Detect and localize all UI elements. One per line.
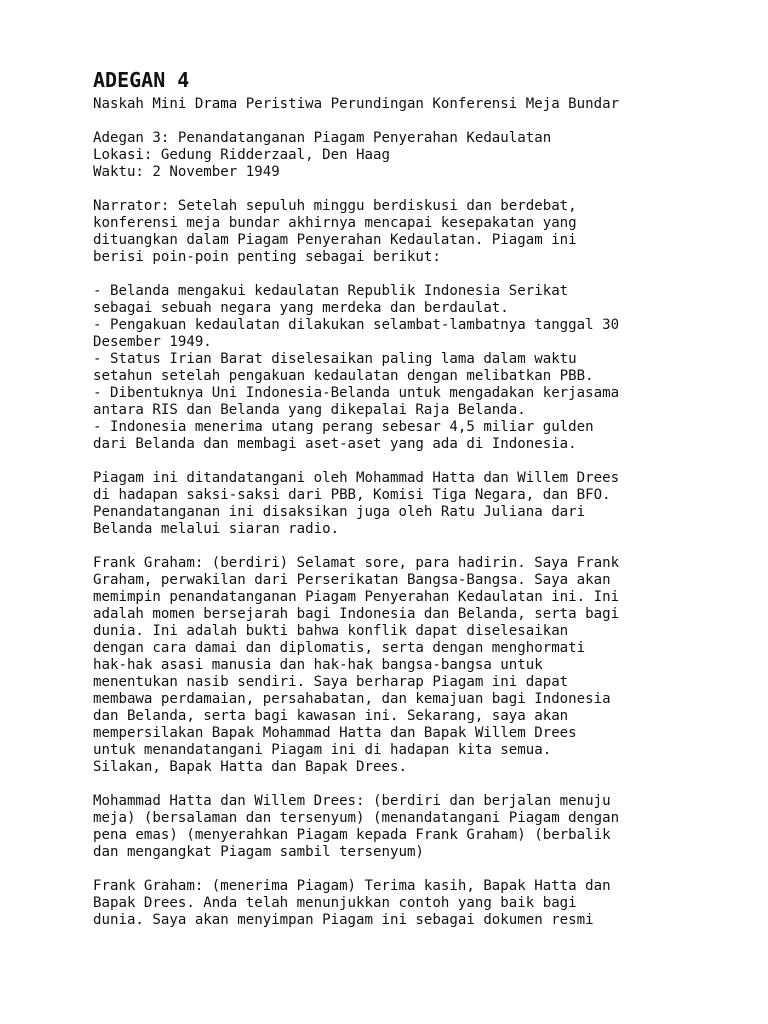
text-line: setahun setelah pengakuan kedaulatan dengan melibatkan PBB.: [93, 368, 594, 384]
text-line: membawa perdamaian, persahabatan, dan kemajuan bagi Indonesia: [93, 691, 611, 707]
paragraph: [93, 283, 733, 453]
text-line: antara RIS dan Belanda yang dikepalai Raja Belanda.: [93, 402, 526, 418]
text-line: adalah momen bersejarah bagi Indonesia dan Belanda, serta bagi: [93, 606, 620, 622]
text-line: dan Belanda, serta bagi kawasan ini. Sekarang, saya akan: [93, 708, 569, 724]
text-line: Frank Graham: (menerima Piagam) Terima kasih, Bapak Hatta dan: [93, 878, 611, 894]
text-line: menentukan nasib sendiri. Saya berharap Piagam ini dapat: [93, 674, 569, 690]
text-line: hak-hak asasi manusia dan hak-hak bangsa-bangsa untuk: [93, 657, 543, 673]
text-line: konferensi meja bundar akhirnya mencapai kesepakatan yang: [93, 215, 577, 231]
paragraph: [93, 555, 733, 776]
page-title: ADEGAN 4: [93, 68, 190, 92]
text-line: - Dibentuknya Uni Indonesia-Belanda untuk mengadakan kerjasama: [93, 385, 620, 401]
text-line: Desember 1949.: [93, 334, 212, 350]
text-line: Waktu: 2 November 1949: [93, 164, 280, 180]
text-line: Belanda melalui siaran radio.: [93, 521, 340, 537]
document-body: [93, 96, 733, 929]
text-line: meja) (bersalaman dan tersenyum) (menandatangani Piagam dengan: [93, 810, 620, 826]
text-line: Frank Graham: (berdiri) Selamat sore, para hadirin. Saya Frank: [93, 555, 620, 571]
text-line: mempersilakan Bapak Mohammad Hatta dan Bapak Willem Drees: [93, 725, 577, 741]
text-line: Lokasi: Gedung Ridderzaal, Den Haag: [93, 147, 390, 163]
text-line: dengan cara damai dan diplomatis, serta dengan menghormati: [93, 640, 586, 656]
text-line: Piagam ini ditandatangani oleh Mohammad Hatta dan Willem Drees: [93, 470, 620, 486]
text-line: dituangkan dalam Piagam Penyerahan Kedaulatan. Piagam ini: [93, 232, 577, 248]
text-line: sebagai sebuah negara yang merdeka dan berdaulat.: [93, 300, 509, 316]
text-line: memimpin penandatanganan Piagam Penyerahan Kedaulatan ini. Ini: [93, 589, 620, 605]
text-line: untuk menandatangani Piagam ini di hadapan kita semua.: [93, 742, 552, 758]
paragraph: [93, 470, 733, 538]
text-line: pena emas) (menyerahkan Piagam kepada Frank Graham) (berbalik: [93, 827, 611, 843]
text-line: - Belanda mengakui kedaulatan Republik Indonesia Serikat: [93, 283, 569, 299]
text-line: - Indonesia menerima utang perang sebesar 4,5 miliar gulden: [93, 419, 594, 435]
text-line: dari Belanda dan membagi aset-aset yang ada di Indonesia.: [93, 436, 577, 452]
text-line: berisi poin-poin penting sebagai berikut:: [93, 249, 441, 265]
text-line: Mohammad Hatta dan Willem Drees: (berdiri dan berjalan menuju: [93, 793, 611, 809]
text-line: - Pengakuan kedaulatan dilakukan selambat-lambatnya tanggal 30: [93, 317, 620, 333]
text-line: Narrator: Setelah sepuluh minggu berdiskusi dan berdebat,: [93, 198, 577, 214]
text-line: dunia. Saya akan menyimpan Piagam ini sebagai dokumen resmi: [93, 912, 594, 928]
text-line: di hadapan saksi-saksi dari PBB, Komisi Tiga Negara, dan BFO.: [93, 487, 611, 503]
text-line: dunia. Ini adalah bukti bahwa konflik dapat diselesaikan: [93, 623, 569, 639]
text-line: - Status Irian Barat diselesaikan paling lama dalam waktu: [93, 351, 577, 367]
paragraph: [93, 198, 733, 266]
text-line: Bapak Drees. Anda telah menunjukkan contoh yang baik bagi: [93, 895, 577, 911]
text-line: Naskah Mini Drama Peristiwa Perundingan Konferensi Meja Bundar: [93, 96, 620, 112]
document-page: [93, 68, 733, 946]
text-line: Adegan 3: Penandatanganan Piagam Penyerahan Kedaulatan: [93, 130, 552, 146]
paragraph: [93, 96, 733, 113]
paragraph: [93, 793, 733, 861]
text-line: dan mengangkat Piagam sambil tersenyum): [93, 844, 424, 860]
text-line: Penandatanganan ini disaksikan juga oleh Ratu Juliana dari: [93, 504, 586, 520]
text-line: Graham, perwakilan dari Perserikatan Bangsa-Bangsa. Saya akan: [93, 572, 611, 588]
text-line: Silakan, Bapak Hatta dan Bapak Drees.: [93, 759, 407, 775]
paragraph: [93, 130, 733, 181]
paragraph: [93, 878, 733, 929]
